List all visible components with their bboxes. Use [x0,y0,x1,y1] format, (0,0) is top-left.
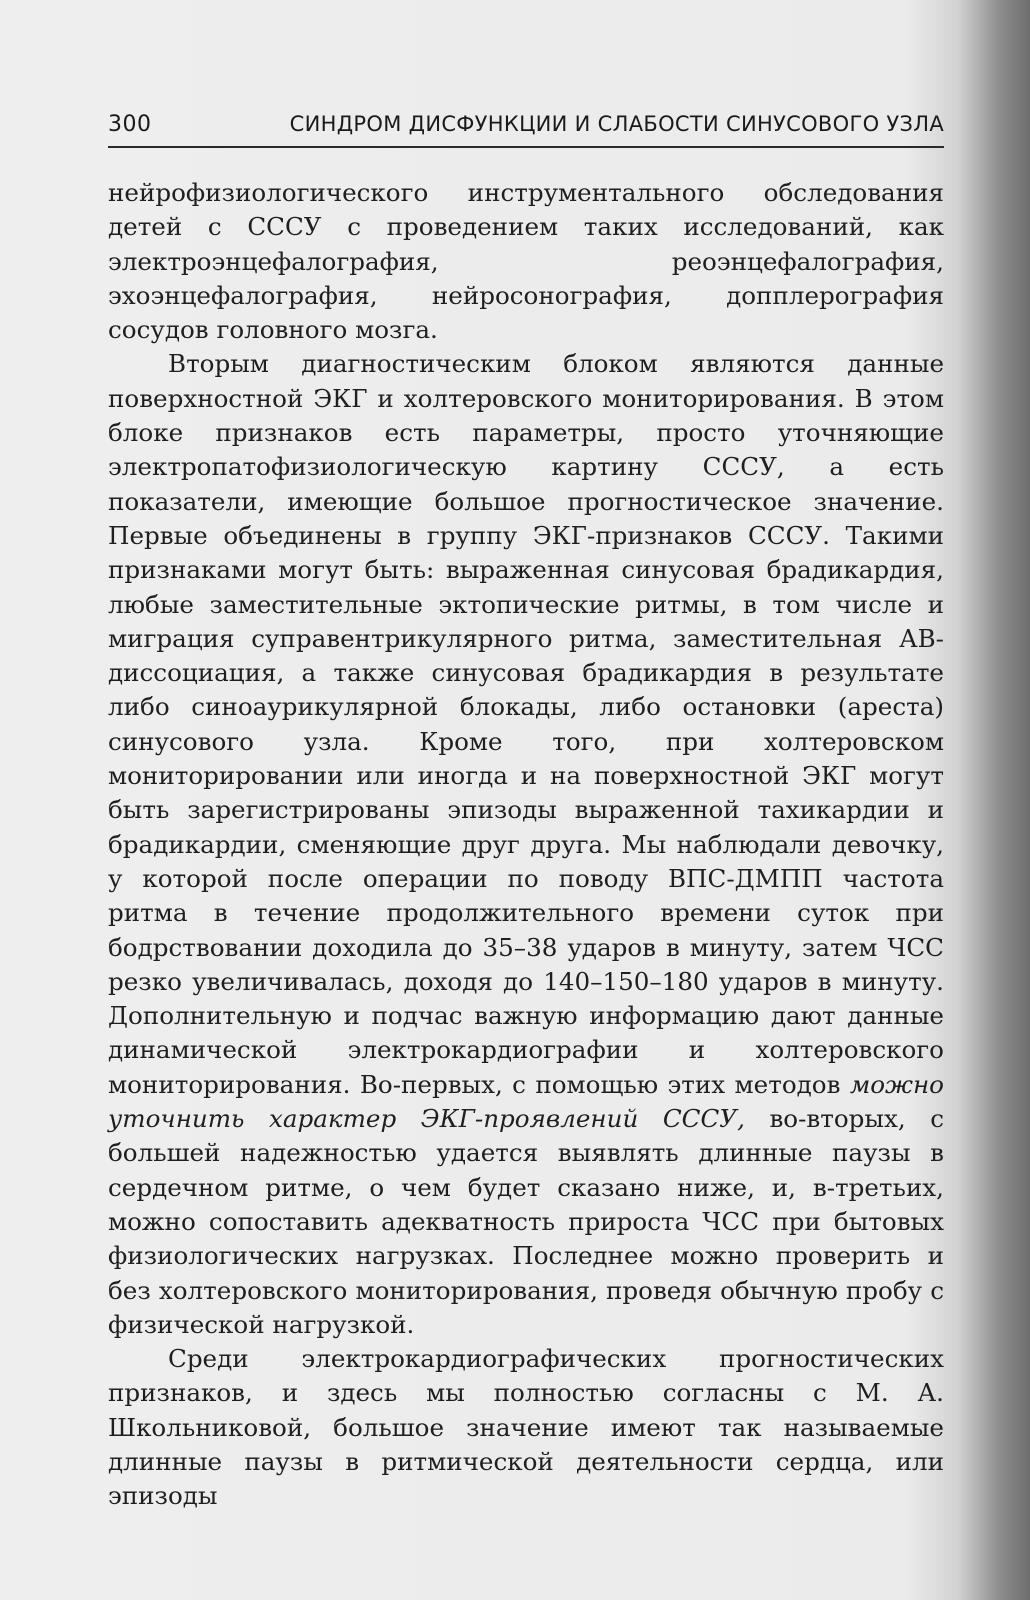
paragraph-1: нейрофизиологического инструментального обследования детей с СССУ с проведением таких исследований, как электроэнцефалография, реоэнцефалография, эхоэнцефалография, нейросонография, допплерография сосудов головного мозга. [108,178,944,345]
page-number: 300 [108,112,152,137]
paragraph-2 [108,347,944,1342]
body-text [108,176,944,1514]
page-header [108,112,944,148]
running-title: СИНДРОМ ДИСФУНКЦИИ И СЛАБОСТИ СИНУСОВОГО УЗЛА [289,112,944,136]
paragraph-2-italic: можно уточнить характер ЭКГ-проявлений СССУ, [108,1069,944,1134]
paragraph-2-text-continued: во-вторых, с большей надежностью удается выявлять длинные паузы в сердечном ритме, о чем будет сказано ниже, и, в-третьих, можно сопоставить адекватность прироста ЧСС при бытовых физиологических нагрузках. Последнее можно проверить и без холтеровского мониторирования, проведя обычную пробу с физической нагрузкой. [108,1104,944,1339]
paragraph-2-text: Вторым диагностическим блоком являются данные поверхностной ЭКГ и холтеровского мониторирования. В этом блоке признаков есть параметры, просто уточняющие электропатофизиологическую картину СССУ, а есть показатели, имеющие большое прогностическое значение. Первые объединены в группу ЭКГ-признаков СССУ. Такими признаками могут быть: выраженная синусовая брадикардия, любые заместительные эктопические ритмы, в том числе и миграция суправентрикулярного ритма, заместительная АВ-диссоциация, а также синусовая брадикардия в результате либо синоаурикулярной блокады, либо остановки (ареста) синусового узла. Кроме того, при холтеровском мониторировании или иногда и на поверхностной ЭКГ могут быть зарегистрированы эпизоды выраженной тахикардии и брадикардии, сменяющие друг друга. Мы наблюдали девочку, у которой после операции по поводу ВПС-ДМПП частота ритма в течение продолжительного времени суток при бодрствовании доходила до 35–38 ударов в минуту, затем ЧСС резко увеличивалась, доходя до 140–150–180 ударов в минуту. Дополнительную и подчас важную информацию дают данные динамической электрокардиографии и холтеровского мониторирования. Во-первых, с помощью этих методов [108,349,944,1099]
paragraph-3: Среди электрокардиографических прогностических признаков, и здесь мы полностью согласны с М. А. Школьниковой, большое значение имеют так называемые длинные паузы в ритмической деятельности сердца, или эпизоды [108,1344,944,1511]
